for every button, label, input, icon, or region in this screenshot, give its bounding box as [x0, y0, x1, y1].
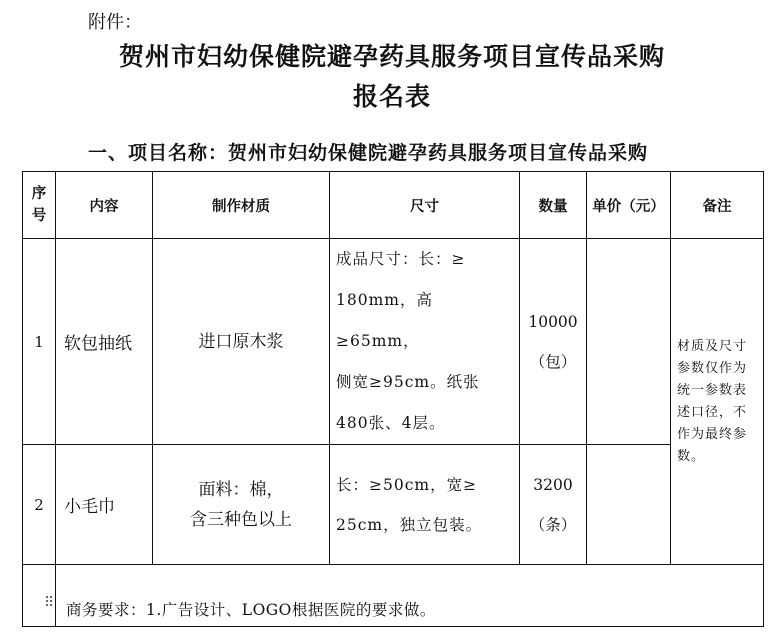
header-quantity: 数量 — [520, 172, 587, 239]
row2-content: 小毛巾 — [56, 445, 153, 565]
header-seq — [23, 172, 56, 239]
header-content: 内容 — [56, 172, 153, 239]
row1-size — [330, 239, 520, 445]
row2-material — [153, 445, 330, 565]
row2-quantity-unit: （条） — [529, 515, 577, 534]
table-row — [23, 445, 764, 565]
row2-material-line1: 面料：棉， — [198, 479, 284, 500]
table-row — [23, 239, 764, 445]
header-size: 尺寸 — [330, 172, 520, 239]
drag-handle-icon[interactable]: ⠿ — [44, 595, 55, 611]
header-material: 制作材质 — [153, 172, 330, 239]
row2-material-line2: 含三种色以上 — [190, 509, 292, 530]
row1-size-line: 成品尺寸：长：≥ — [336, 250, 466, 268]
row2-size — [330, 445, 520, 565]
row1-quantity-value: 10000 — [528, 312, 578, 331]
table-header-row — [23, 172, 764, 239]
page-title-line1: 贺州市妇幼保健院避孕药具服务项目宣传品采购 — [118, 42, 665, 71]
remarks-cell: 材质及尺寸参数仅作为统一参数表述口径，不作为最终参数。 — [671, 239, 764, 565]
row2-quantity-value: 3200 — [533, 475, 573, 494]
row1-material: 进口原木浆 — [153, 239, 330, 445]
project-name: 一、项目名称：贺州市妇幼保健院避孕药具服务项目宣传品采购 — [88, 142, 649, 164]
commerce-row — [23, 565, 764, 627]
row1-quantity — [520, 239, 587, 445]
row1-size-line: 180mm，高≥65mm， — [336, 291, 433, 350]
commerce-requirement: 商务要求：1.广告设计、LOGO根据医院的要求做。 — [56, 565, 764, 627]
row2-quantity — [520, 445, 587, 565]
row2-size-line: 25cm，独立包装。 — [336, 515, 483, 534]
attachment-label: 附件： — [88, 12, 142, 33]
row2-unit-price — [587, 445, 671, 565]
header-seq-line2: 号 — [31, 207, 47, 224]
row2-size-line: 长：≥50cm，宽≥ — [336, 475, 478, 494]
row1-content: 软包抽纸 — [56, 239, 153, 445]
row1-size-line: 480张、4层。 — [336, 414, 446, 432]
row1-size-line: 侧宽≥95cm。纸张 — [336, 373, 480, 391]
header-remarks: 备注 — [671, 172, 764, 239]
row1-unit-price — [587, 239, 671, 445]
row2-seq: 2 — [23, 445, 56, 565]
row1-seq: 1 — [23, 239, 56, 445]
row1-quantity-unit: （包） — [529, 352, 577, 371]
page-title-line2: 报名表 — [352, 82, 431, 111]
header-unit-price: 单价（元） — [587, 172, 671, 239]
header-seq-line1: 序 — [31, 185, 47, 202]
registration-table — [22, 171, 764, 627]
